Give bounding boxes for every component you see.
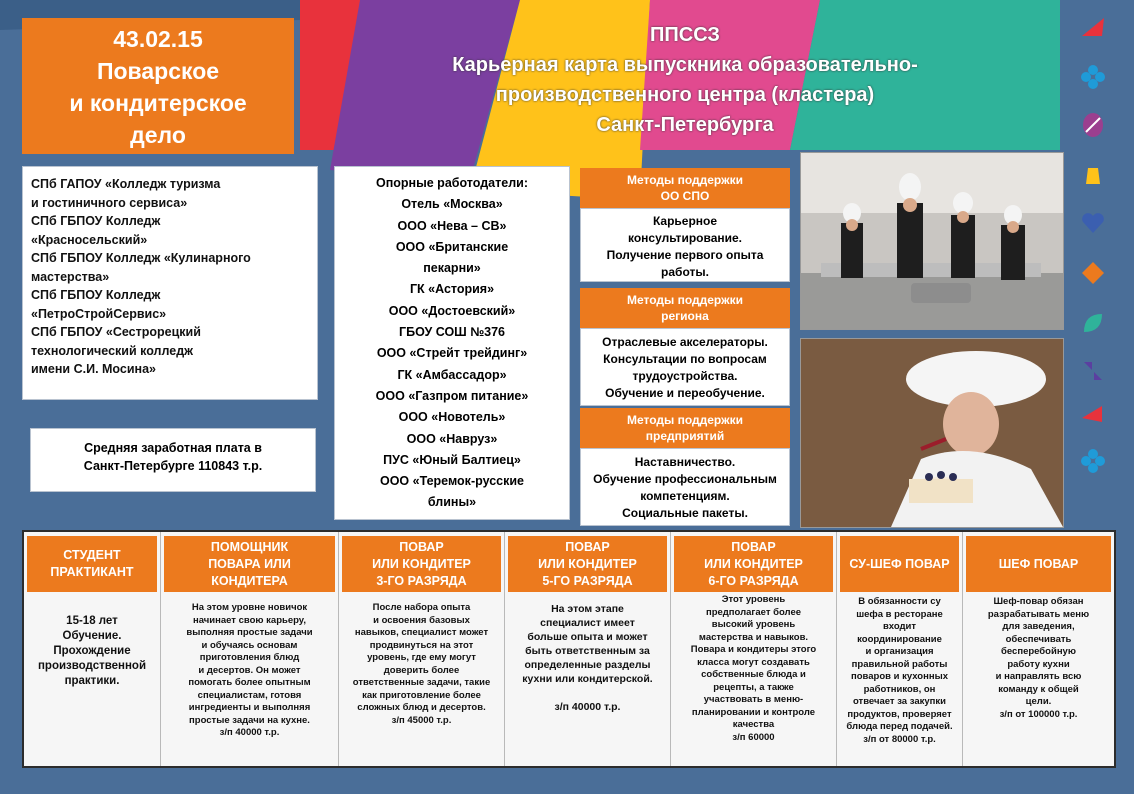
title-line: СТУДЕНТ [63,548,121,562]
specialty-box [22,18,294,154]
chefs-kitchen-photo [800,152,1064,330]
employer-item: Отель «Москва» [401,197,503,212]
text-line: уровень, где ему могут [367,652,476,663]
methods-enterprises-body [580,448,790,526]
career-step-cook-5 [505,532,671,766]
text-line: Прохождение [53,645,131,657]
employer-item: ООО «Стрейт трейдинг» [376,346,528,361]
average-salary-box [30,428,316,492]
title-line: ИЛИ КОНДИТЕР [538,556,637,571]
college-line: технологический колледж [31,343,194,358]
methods-region-header [580,288,790,328]
text-line: как приготовление более [362,689,481,701]
text-line: класса могут создавать [697,656,810,668]
text-line: продуктов, проверяет [847,708,952,720]
employer-item: ГК «Астория» [409,282,495,297]
text-line: ответственные задачи, такие [352,677,491,688]
text-line: 15-18 лет [66,615,118,627]
methods-line: работы. [661,265,709,279]
methods-line: консультирование. [628,231,742,245]
text-line: мастерства и навыков. [698,631,809,643]
text-line: практики. [64,675,120,687]
specialty-code: 43.02.15 [113,26,203,52]
arrows-purple-icon [1080,358,1106,384]
title-line: КОНДИТЕРА [211,573,288,588]
title-line: ПРАКТИКАНТ [50,565,134,579]
methods-college-body [580,208,790,282]
methods-line: Карьерное [652,214,718,228]
text-line: После набора опыта [372,602,471,613]
career-step-title [164,536,335,592]
heart-blue-icon [1080,210,1106,236]
colleges-list [22,166,318,400]
salary-line: з/п 45000 т.р. [391,714,452,726]
title-line: 5-ГО РАЗРЯДА [542,573,633,588]
salary-line2: Санкт-Петербурге 110843 т.р. [83,459,263,473]
text-line: блюда перед подачей. [846,721,953,732]
text-line: Шеф-повар обязан [993,596,1084,607]
methods-enterprises-header [580,408,790,448]
text-line: производственной [37,660,147,672]
career-step-cook-6 [671,532,837,766]
college-line: СПб ГБПОУ Колледж [31,214,161,228]
employer-item: ПУС «Юный Балтиец» [383,452,521,467]
college-line: и гостиничного сервиса» [31,195,188,210]
pastry-chef-image [801,339,1063,527]
career-step-assistant [161,532,339,766]
text-line: Обучение. [62,630,122,642]
flower-blue-icon [1080,64,1106,90]
text-line: доверить более [383,664,460,676]
employer-item: ООО «Газпром питание» [375,388,529,403]
text-line: для заведения, [1002,621,1075,632]
title-line: ИЛИ КОНДИТЕР [372,556,471,571]
text-line: команду к общей [998,683,1079,695]
career-step-title [674,536,833,592]
text-line: быть ответственным за [525,645,650,657]
pastry-chef-photo [800,338,1064,528]
methods-college [580,168,790,282]
text-line: входит [882,621,917,632]
text-line: бесперебойную [1001,646,1076,657]
career-step-description [24,592,160,689]
career-step-title [27,536,157,592]
text-line: начинает свою карьеру, [192,614,307,626]
title-line: ПОВАР [399,539,444,554]
text-line: поваров и кухонных [851,671,948,682]
college-line: мастерства» [31,269,110,284]
text-line: кухни или кондитерской. [522,673,653,685]
employers-heading: Опорные работодатели: [375,176,528,190]
salary-line: з/п от 80000 т.р. [863,733,936,745]
text-line: работу кухни [1007,658,1070,670]
text-line: выполняя простые задачи [186,627,313,638]
title-line: 6-ГО РАЗРЯДА [708,573,799,588]
text-line: предполагает более [705,606,802,618]
salary-line: з/п от 100000 т.р. [999,708,1078,720]
text-line: сложных блюд и десертов. [357,702,486,713]
text-line: координирование [857,633,942,645]
career-step-title [508,536,667,592]
text-line: и организация [865,646,934,657]
text-line: и освоения базовых [373,614,470,626]
college-line: СПб ГБПОУ «Сестрорецкий [31,325,201,339]
specialty-name-line1: Поварское [96,58,220,84]
methods-line: трудоустройства. [632,369,738,383]
employer-item: ООО «Навруз» [406,431,498,446]
methods-college-header [580,168,790,208]
leaf-green-icon [1080,310,1106,336]
bell-yellow-icon [1080,162,1106,188]
text-line: помогать более опытным [188,677,311,688]
text-line: и направлять всю [995,671,1082,682]
text-line: высокий уровень [711,619,796,630]
methods-enterprises [580,408,790,526]
college-line: СПб ГБПОУ Колледж [31,288,161,302]
title-line3: производственного центра (кластера) [495,84,875,106]
leaf-purple-icon [1080,112,1106,138]
career-step-description [963,592,1114,721]
salary-line: з/п 60000 [732,731,775,743]
methods-line: Отраслевые акселераторы. [602,335,768,349]
text-line: определенные разделы [524,659,651,671]
text-line: приготовления блюд [199,652,300,663]
poster-title [360,20,1010,140]
text-line: специалистам, готовя [197,689,302,701]
career-step-description [339,592,504,727]
employer-item: ООО «Достоевский» [388,303,516,318]
chefs-kitchen-image [801,153,1063,329]
employer-item: ГБОУ СОШ №376 [399,325,505,340]
triangle-red-icon [1080,400,1106,426]
text-line: В обязанности су [858,596,941,607]
career-step-description [837,592,962,746]
title-line: СУ-ШЕФ ПОВАР [849,556,950,571]
text-line: обеспечивать [1005,633,1072,645]
text-line: рецепты, а также [713,681,794,693]
employer-item: ООО «Британские [395,239,509,254]
specialty-name-line3: дело [130,122,186,148]
employers-list [334,166,570,520]
text-line: качества [732,719,775,730]
text-line: Этот уровень [721,594,786,605]
employer-item: ООО «Новотель» [398,410,506,425]
salary-line: з/п 40000 т.р. [219,727,280,738]
text-line: отвечает за закупки [852,696,946,707]
college-line: СПб ГАПОУ «Колледж туризма [31,177,221,191]
text-line: работников, он [863,683,936,695]
text-line: собственные блюда и [701,669,806,680]
methods-header-line: Методы поддержки [627,293,743,307]
text-line: ингредиенты и выполняя [188,702,311,713]
title-line1: ППССЗ [650,24,720,46]
methods-header-line: Методы поддержки [627,173,743,187]
text-line: шефа в ресторане [856,608,943,620]
text-line: участвовать в меню- [703,694,804,705]
text-line [511,686,664,700]
career-step-title [966,536,1111,592]
employer-item: блины» [427,495,477,510]
college-line: имени С.И. Мосина» [31,362,156,376]
triangle-red-icon [1080,14,1106,40]
employer-item: пекарни» [423,261,481,276]
career-step-student [24,532,161,766]
diamond-orange-icon [1080,260,1106,286]
employer-item: ГК «Амбассадор» [397,367,507,382]
career-step-title [840,536,959,592]
methods-line: Наставничество. [634,455,736,469]
career-ladder [22,530,1116,768]
text-line: правильной работы [851,658,948,670]
title-line: ПОВАР [731,539,776,554]
title-line4: Санкт-Петербурга [596,114,774,136]
text-line: цели. [1025,696,1052,707]
title-line: ПОМОЩНИК [210,539,289,554]
college-line: «Красносельский» [31,232,148,247]
methods-line: компетенциям. [640,489,730,503]
career-step-title [342,536,501,592]
text-line: специалист имеет [540,617,635,629]
salary-line: з/п 40000 т.р. [554,701,621,713]
college-line: СПб ГБПОУ Колледж «Кулинарного [31,251,251,265]
text-line: навыков, специалист может [354,627,489,638]
methods-header-line: ОО СПО [660,189,710,203]
employer-item: ООО «Теремок-русские [379,474,525,489]
title-line: 3-ГО РАЗРЯДА [376,573,467,588]
college-line: «ПетроСтройСервис» [31,306,167,321]
career-step-cook-3 [339,532,505,766]
methods-region-body [580,328,790,406]
text-line: больше опыта и может [527,631,648,643]
text-line: продвинуться на этот [369,639,474,651]
career-step-description [671,592,836,744]
methods-line: Обучение профессиональным [593,472,777,486]
employer-item: ООО «Нева – СВ» [397,218,507,233]
text-line: и обучаясь основам [201,639,298,651]
methods-header-line: Методы поддержки [627,413,743,427]
title-line: ИЛИ КОНДИТЕР [704,556,803,571]
methods-region [580,288,790,406]
text-line: На этом уровне новичок [191,602,308,613]
methods-line: Получение первого опыта [606,248,764,262]
text-line: простые задачи на кухне. [189,714,310,726]
title-line: ПОВАРА ИЛИ [208,556,291,571]
methods-line: Консультации по вопросам [603,352,767,366]
text-line: и десертов. Он может [198,664,301,676]
text-line: Повара и кондитеры этого [690,644,817,655]
text-line: На этом этапе [551,603,624,615]
title-line2: Карьерная карта выпускника образовательно- [452,54,918,76]
career-step-description [161,592,338,740]
methods-header-line: предприятий [645,429,725,443]
career-step-description [505,592,670,714]
text-line: планировании и контроле [691,706,816,718]
specialty-name-line2: и кондитерское [69,90,247,116]
flower-blue-icon [1080,448,1106,474]
methods-line: Обучение и переобучение. [605,386,765,400]
methods-header-line: региона [661,309,709,323]
career-step-chef [963,532,1114,766]
title-line: ПОВАР [565,539,610,554]
methods-line: Социальные пакеты. [622,506,748,520]
title-line: ШЕФ ПОВАР [998,556,1079,571]
career-step-sous-chef [837,532,963,766]
salary-line1: Средняя заработная плата в [84,441,262,455]
text-line: разрабатывать меню [987,608,1090,620]
